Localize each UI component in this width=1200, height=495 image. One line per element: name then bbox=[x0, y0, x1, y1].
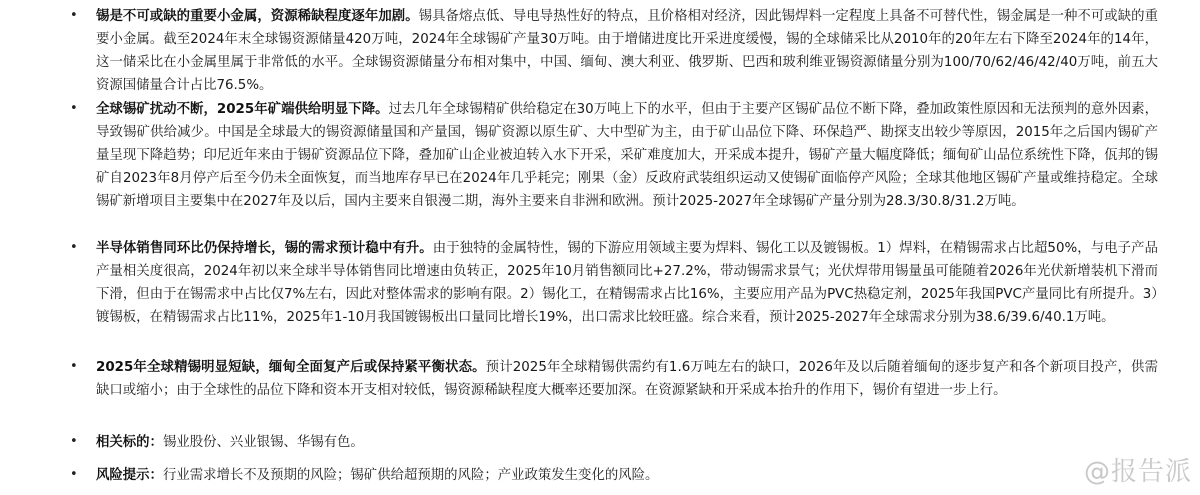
paragraph-lead: 锡是不可或缺的重要小金属，资源稀缺程度逐年加剧。 bbox=[96, 9, 419, 24]
paragraph-body: 过去几年全球锡精矿供给稳定在30万吨上下的水平，但由于主要产区锡矿品位不断下降，叠加政策性原因和无法预判的意外因素，导致锡矿供给减少。中国是全球最大的锡资源储量国和产量国，锡矿资源以原生矿、大中型矿为主，由于矿山品位下降、环保趋严、勘探支出较少等原因，2015年之后国内锡矿产量呈现下降趋势；印尼近年来由于锡矿资源品位下降，叠加矿山企业被迫转入水下开采，采矿难度加大，开采成本提升，锡矿产量大幅度降低；缅甸矿山品位系统性下降，佤邦的锡矿自2023年8月停产后至今仍未全面恢复，而当地库存早已在2024年几乎耗完；刚果（金）反政府武装组织运动又使锡矿面临停产风险；全球其他地区锡矿产量或维持稳定。全球锡矿新增项目主要集中在2027年及以后，国内主要来自银漫二期，海外主要来自非洲和欧洲。预计2025-2027年全球锡矿产量分别为28.3/30.8/31.2万吨。 bbox=[96, 102, 1158, 209]
paragraph-body: 行业需求增长不及预期的风险；锡矿供给超预期的风险；产业政策发生变化的风险。 bbox=[162, 468, 659, 483]
bullet-marker: • bbox=[70, 8, 78, 23]
paragraph bbox=[96, 464, 1158, 487]
paragraph bbox=[96, 356, 1158, 402]
bullet-marker: • bbox=[70, 240, 78, 255]
paragraph-body: 锡业股份、兴业银锡、华锡有色。 bbox=[162, 435, 364, 450]
paragraph bbox=[96, 431, 1158, 454]
paragraph-body: 由于独特的金属特性，锡的下游应用领域主要为焊料、锡化工以及镀锡板。1）焊料，在精锡需求占比超50%，与电子产品产量相关度很高，2024年初以来全球半导体销售同比增速由负转正，2025年10月销售额同比+27.2%，带动锡需求景气；光伏焊带用锡量虽可能随着2026年光伏新增装机下滑而下滑，但由于在锡需求中占比仅7%左右，因此对整体需求的影响有限。2）锡化工，在精锡需求占比16%，主要应用产品为PVC热稳定剂，2025年我国PVC产量同比有所提升。3）镀锡板，在精锡需求占比11%，2025年1-10月我国镀锡板出口量同比增长19%，出口需求比较旺盛。综合来看，预计2025-2027年全球需求分别为38.6/39.6/40.1万吨。 bbox=[96, 241, 1159, 325]
bullet-marker: • bbox=[70, 359, 78, 374]
paragraph-lead: 2025年全球精锡明显短缺，缅甸全面复产后或保持紧平衡状态。 bbox=[96, 360, 486, 375]
bullet-marker: • bbox=[70, 434, 78, 449]
paragraph-body: 锡具备熔点低、导电导热性好的特点，且价格相对经济，因此锡焊料一定程度上具备不可替代性，锡金属是一种不可或缺的重要小金属。截至2024年末全球锡资源储量420万吨，2024年全球锡矿产量30万吨。由于增储进度比开采进度缓慢，锡的全球储采比从2010年的20年左右下降至2024年的14年，这一储采比在小金属里属于非常低的水平。全球锡资源储量分布相对集中，中国、缅甸、澳大利亚、俄罗斯、巴西和玻利维亚锡资源储量分别为100/70/62/46/42/40万吨，前五大资源国储量合计占比76.5%。 bbox=[96, 9, 1159, 93]
bullet-marker: • bbox=[70, 101, 78, 116]
paragraph bbox=[96, 5, 1158, 97]
paragraph bbox=[96, 237, 1158, 329]
paragraph-lead: 全球锡矿扰动不断，2025年矿端供给明显下降。 bbox=[96, 102, 389, 117]
watermark: @报告派 bbox=[1083, 457, 1192, 487]
paragraph-body: 预计2025年全球精锡供需约有1.6万吨左右的缺口，2026年及以后随着缅甸的逐步复产和各个新项目投产，供需缺口或缩小；由于全球性的品位下降和资本开支相对较低，锡资源稀缺程度大概率还要加深。在资源紧缺和开采成本抬升的作用下，锡价有望进一步上行。 bbox=[96, 360, 1158, 398]
paragraph bbox=[96, 98, 1158, 213]
bullet-marker: • bbox=[70, 467, 78, 482]
paragraph-lead: 半导体销售同环比仍保持增长，锡的需求预计稳中有升。 bbox=[96, 241, 433, 256]
paragraph-lead: 相关标的： bbox=[96, 435, 163, 450]
paragraph-lead: 风险提示： bbox=[96, 468, 163, 483]
